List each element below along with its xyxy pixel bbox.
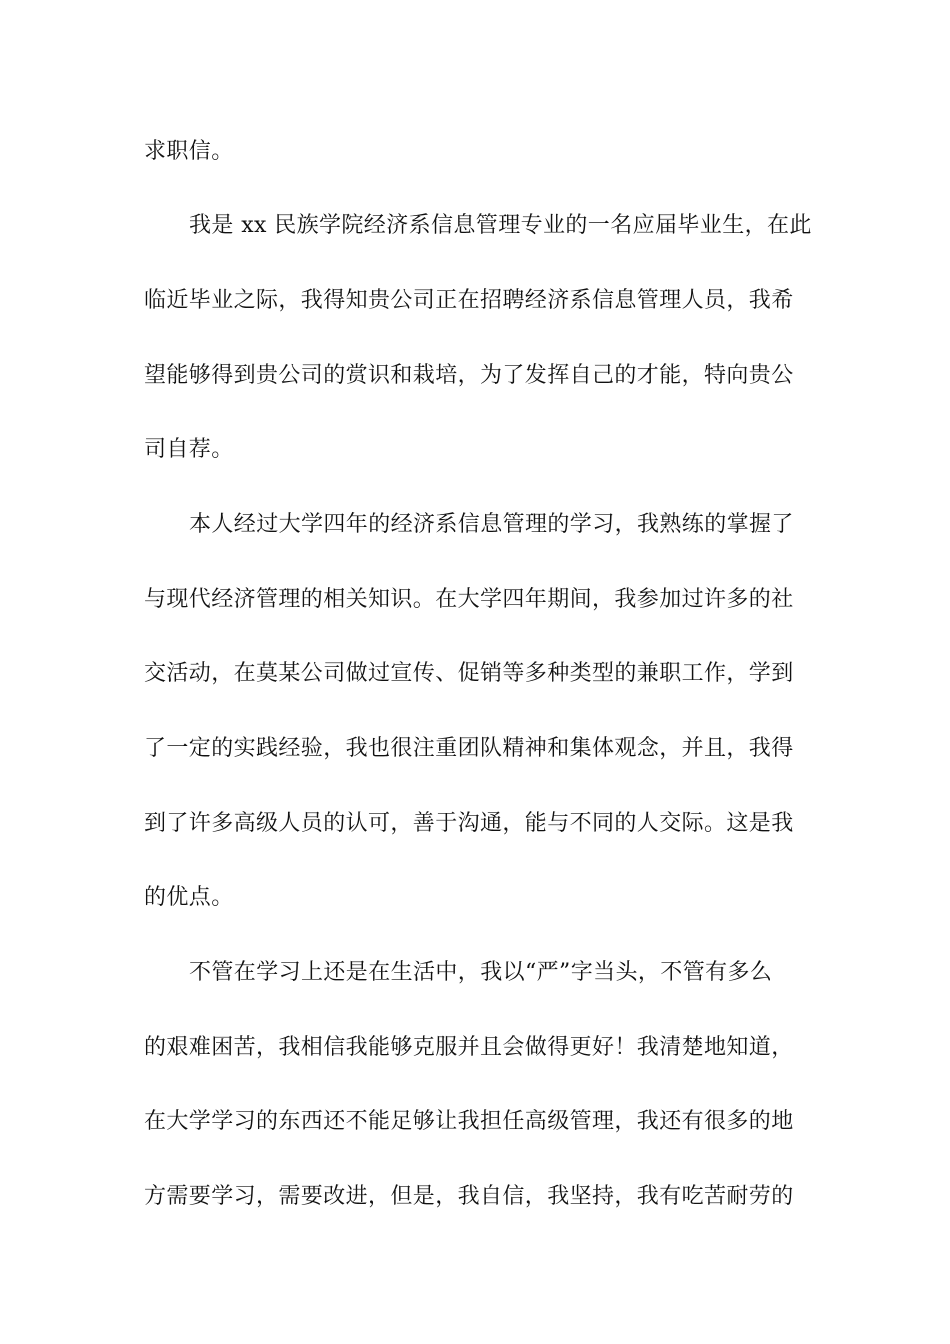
text-line: 我是 xx 民族学院经济系信息管理专业的一名应届毕业生，在此 [189,213,812,238]
text-line: 的优点。 [144,885,234,910]
text-line: 本人经过大学四年的经济系信息管理的学习，我熟练的掌握了 [189,512,794,537]
text-line: 交活动，在莫某公司做过宣传、促销等多种类型的兼职工作，学到 [144,661,794,686]
text-line: 司自荐。 [144,437,234,462]
text-line: 不管在学习上还是在生活中，我以“严”字当头，不管有多么 [189,960,773,985]
text-line: 临近毕业之际，我得知贵公司正在招聘经济系信息管理人员，我希 [144,288,794,313]
text-line: 了一定的实践经验，我也很注重团队精神和集体观念，并且，我得 [144,736,794,761]
text-line: 求职信。 [144,139,234,164]
text-line: 的艰难困苦，我相信我能够克服并且会做得更好！我清楚地知道， [144,1035,794,1060]
text-line: 在大学学习的东西还不能足够让我担任高级管理，我还有很多的地 [144,1109,794,1134]
text-line: 方需要学习，需要改进，但是，我自信，我坚持，我有吃苦耐劳的 [144,1184,794,1209]
text-line: 与现代经济管理的相关知识。在大学四年期间，我参加过许多的社 [144,587,794,612]
text-line: 到了许多高级人员的认可，善于沟通，能与不同的人交际。这是我 [144,811,794,836]
text-line: 望能够得到贵公司的赏识和栽培，为了发挥自己的才能，特向贵公 [144,363,794,388]
